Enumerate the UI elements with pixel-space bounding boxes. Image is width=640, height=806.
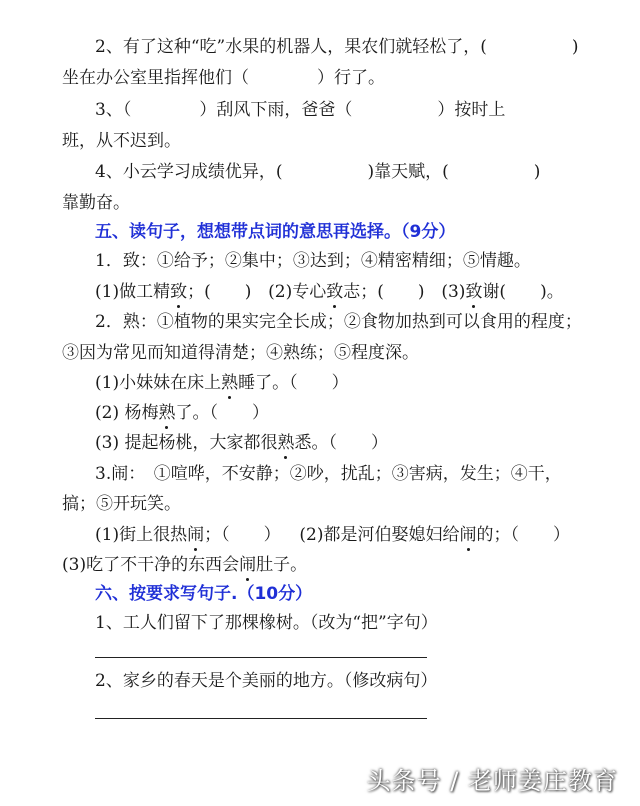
fill-question-3-line2: 班，从不迟到。 xyxy=(62,131,181,151)
dotted-char: 致 xyxy=(170,282,188,302)
answer-line-1[interactable] xyxy=(95,657,427,658)
dotted-char: 致 xyxy=(326,282,344,302)
q3-definitions-line1: 3.闹： ①喧哗，不安静；②吵，扰乱；③害病，发生；④干， xyxy=(95,464,562,484)
q2-item-2-text: (2) 杨梅 xyxy=(95,403,159,423)
q3-item-3 xyxy=(62,554,307,576)
q3-item-2-blank: 的；（ ） xyxy=(476,525,570,545)
q2-definitions-line1: 2．熟：①植物的果实完全长成；②食物加热到可以食用的程度； xyxy=(95,312,582,332)
q1-opt1-blank: ；( ) xyxy=(187,282,252,302)
q2-definitions-line2: ③因为常见而知道得清楚；④熟练；⑤程度深。 xyxy=(62,343,419,363)
q3-item-3-tail: 肚子。 xyxy=(256,555,308,575)
q3-item-2-text: (2)都是河伯娶媳妇给 xyxy=(299,525,460,545)
q1-opt3-blank: 谢( )。 xyxy=(482,282,564,302)
dotted-char: 熟 xyxy=(277,433,295,453)
dotted-char: 闹 xyxy=(459,525,477,545)
section-6-title: 六、按要求写句子.（10分） xyxy=(95,584,313,604)
q1-options xyxy=(95,281,564,303)
section-5-title: 五、读句子，想想带点词的意思再选择。（9分） xyxy=(95,222,456,242)
dotted-char: 闹 xyxy=(187,525,205,545)
dotted-char: 熟 xyxy=(158,403,176,423)
q2-item-1 xyxy=(95,372,349,394)
q2-item-3-text: (3) 提起杨桃，大家都很 xyxy=(95,433,278,453)
writing-task-2: 2、家乡的春天是个美丽的地方。（修改病句） xyxy=(95,671,438,691)
fill-question-4-line2: 靠勤奋。 xyxy=(62,193,130,213)
q3-definitions-line2: 搞；⑤开玩笑。 xyxy=(62,494,181,514)
q2-item-1-blank: 睡了。（ ） xyxy=(238,373,349,393)
watermark: 头条号 / 老师姜庄教育 xyxy=(366,767,618,795)
q3-item-3-text: (3)吃了不干净的东西会 xyxy=(62,555,240,575)
q3-item-1-blank: ；（ ） xyxy=(204,525,281,545)
q1-definitions: 1．致：①给予；②集中；③达到；④精密精细；⑤情趣。 xyxy=(95,251,531,271)
q2-item-2-blank: 了。（ ） xyxy=(175,403,269,423)
fill-question-2-line2: 坐在办公室里指挥他们（ ）行了。 xyxy=(62,68,385,88)
fill-question-4-line1: 4、小云学习成绩优异，( )靠天赋，( ) xyxy=(95,162,541,182)
dotted-char: 闹 xyxy=(239,555,257,575)
answer-line-2[interactable] xyxy=(95,718,427,719)
dotted-char: 熟 xyxy=(221,373,239,393)
q2-item-3 xyxy=(95,432,388,454)
q2-item-1-text: (1)小妹妹在床上 xyxy=(95,373,222,393)
fill-question-3-line1: 3、（ ）刮风下雨，爸爸（ ）按时上 xyxy=(95,100,506,120)
dotted-char: 致 xyxy=(465,282,483,302)
q1-opt3-text: (3) xyxy=(441,282,466,302)
q3-item-1-text: (1)街上很热 xyxy=(95,525,188,545)
q3-items-1-2 xyxy=(95,524,570,546)
q2-item-2 xyxy=(95,402,269,424)
fill-question-2-line1: 2、有了这种“吃”水果的机器人，果农们就轻松了，( ) xyxy=(95,37,579,57)
q1-opt2-blank: 志；( ) xyxy=(343,282,425,302)
q2-item-3-blank: 悉。（ ） xyxy=(294,433,388,453)
q1-opt2-text: (2)专心 xyxy=(268,282,327,302)
writing-task-1: 1、工人们留下了那棵橡树。（改为“把”字句） xyxy=(95,613,438,633)
q1-opt1-text: (1)做工精 xyxy=(95,282,171,302)
